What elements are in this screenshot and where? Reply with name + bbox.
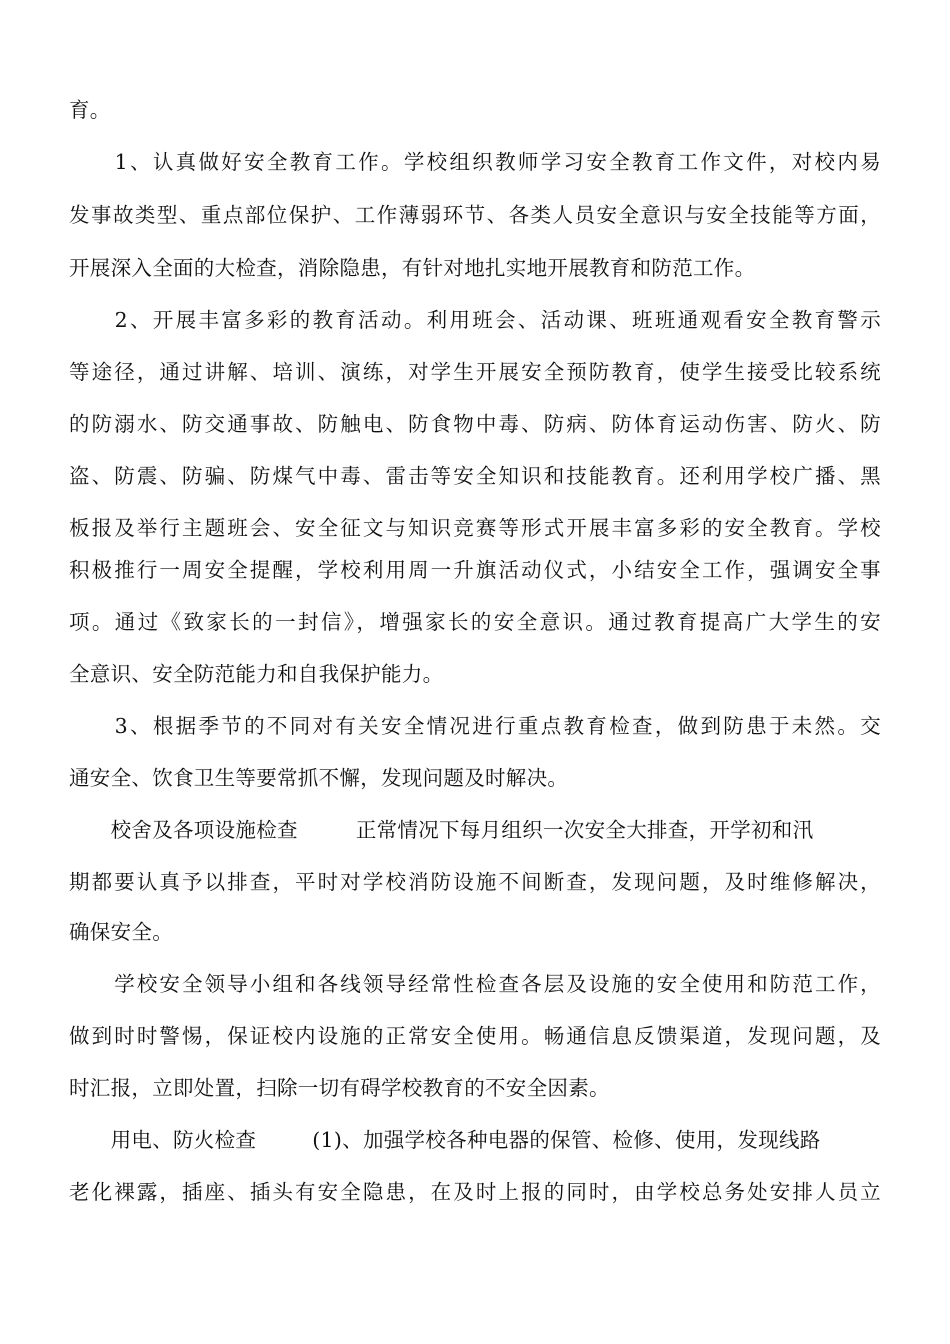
- paragraph-line: 育。: [69, 98, 111, 122]
- paragraph-line: 时汇报，立即处置，扫除一切有碍学校教育的不安全因素。: [69, 1076, 610, 1100]
- paragraph-line: 2、开展丰富多彩的教育活动。利用班会、活动课、班班通观看安全教育警示: [69, 308, 881, 332]
- paragraph-line: 板报及举行主题班会、安全征文与知识竞赛等形式开展丰富多彩的安全教育。学校: [69, 516, 881, 540]
- paragraph-line: 做到时时警惕，保证校内设施的正常安全使用。畅通信息反馈渠道，发现问题，及: [69, 1024, 881, 1048]
- section-electric-line: [69, 1126, 881, 1154]
- paragraph-line: 等途径，通过讲解、培训、演练，对学生开展安全预防教育，使学生接受比较系统: [69, 360, 881, 384]
- paragraph-line: 发事故类型、重点部位保护、工作薄弱环节、各类人员安全意识与安全技能等方面，: [69, 203, 881, 227]
- paragraph-line: 盗、防震、防骗、防煤气中毒、雷击等安全知识和技能教育。还利用学校广播、黑: [69, 464, 881, 488]
- paragraph-line: 学校安全领导小组和各线领导经常性检查各层及设施的安全使用和防范工作，: [69, 972, 881, 996]
- paragraph-line: 开展深入全面的大检查，消除隐患，有针对地扎实地开展教育和防范工作。: [69, 256, 756, 280]
- paragraph-line: 老化裸露，插座、插头有安全隐患，在及时上报的同时，由学校总务处安排人员立: [69, 1180, 881, 1204]
- paragraph-line: 期都要认真予以排查，平时对学校消防设施不间断查，发现问题，及时维修解决，: [69, 870, 881, 894]
- paragraph-line: 确保安全。: [69, 920, 173, 944]
- section-text: (1)、加强学校各种电器的保管、检修、使用，发现线路: [312, 1128, 821, 1152]
- section-text: 正常情况下每月组织一次安全大排查，开学初和汛: [355, 818, 814, 842]
- paragraph-line: 通安全、饮食卫生等要常抓不懈，发现问题及时解决。: [69, 766, 569, 790]
- paragraph-line: 1、认真做好安全教育工作。学校组织教师学习安全教育工作文件，对校内易: [69, 150, 881, 174]
- paragraph-line: 项。通过《致家长的一封信》，增强家长的安全意识。通过教育提高广大学生的安: [69, 610, 881, 634]
- paragraph-line: 3、根据季节的不同对有关安全情况进行重点教育检查，做到防患于未然。交: [69, 714, 881, 738]
- section-facility-line: [69, 816, 881, 844]
- section-heading: 校舍及各项设施检查: [69, 818, 298, 842]
- section-heading: 用电、防火检查: [69, 1128, 257, 1152]
- paragraph-line: 积极推行一周安全提醒，学校利用周一升旗活动仪式，小结安全工作，强调安全事: [69, 558, 881, 582]
- paragraph-line: 的防溺水、防交通事故、防触电、防食物中毒、防病、防体育运动伤害、防火、防: [69, 412, 881, 436]
- paragraph-line: 全意识、安全防范能力和自我保护能力。: [69, 662, 444, 686]
